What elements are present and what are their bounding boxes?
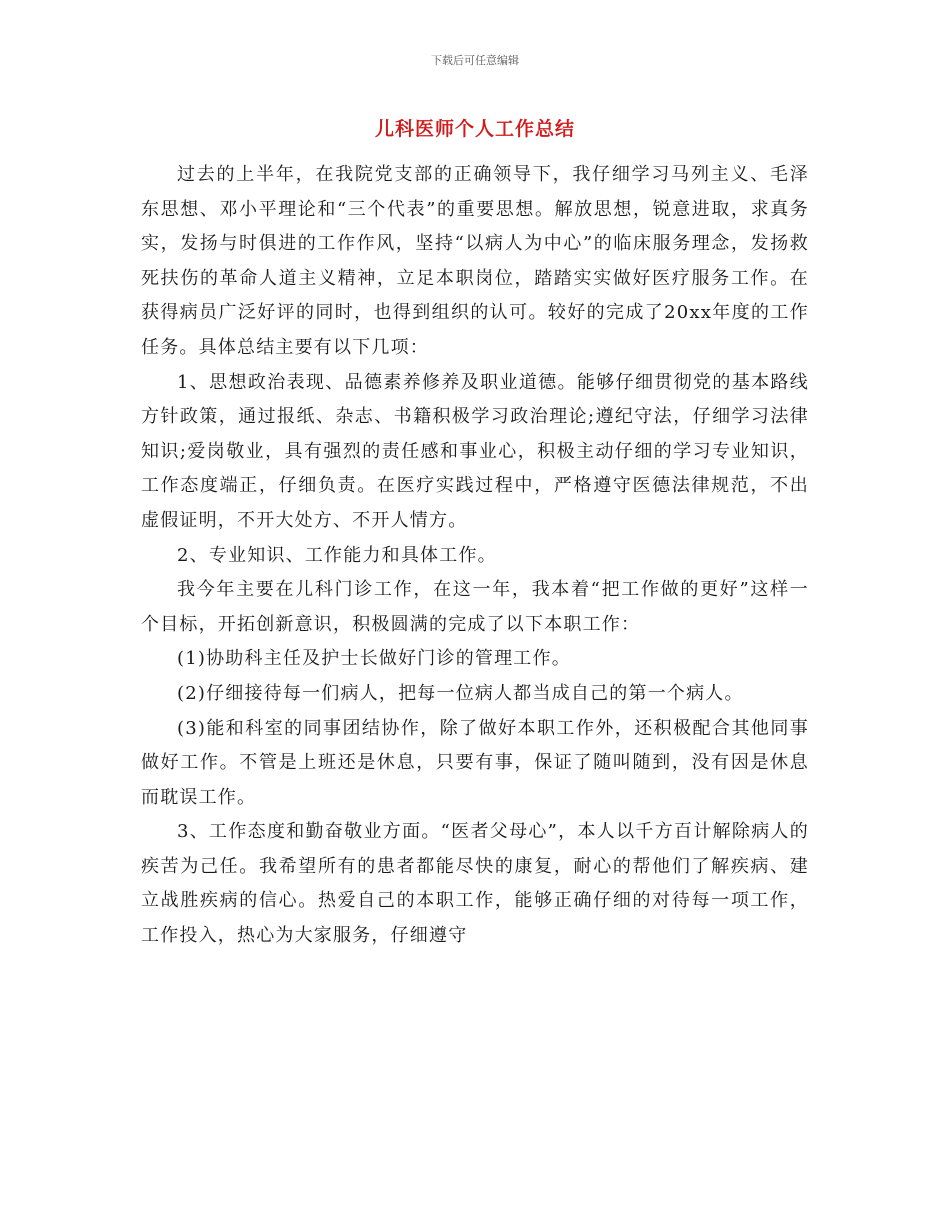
header-note: 下载后可任意编辑	[431, 54, 519, 67]
paragraph-section-3: 3、工作态度和勤奋敬业方面。“医者父母心”，本人以千方百计解除病人的疾苦为己任。我希望所有的患者都能尽快的康复，耐心的帮他们了解疾病、建立战胜疾病的信心。热爱自己的本职工作，能够正确仔细的对待每一项工作，工作投入，热心为大家服务，仔细遵守	[141, 821, 809, 947]
paragraph-section-1: 1、思想政治表现、品德素养修养及职业道德。能够仔细贯彻党的基本路线方针政策，通过报纸、杂志、书籍积极学习政治理论;遵纪守法，仔细学习法律知识;爱岗敬业，具有强烈的责任感和事业心，积极主动仔细的学习专业知识，工作态度端正，仔细负责。在医疗实践过程中，严格遵守医德法律规范，不出虚假证明，不开大处方、不开人情方。	[141, 371, 809, 531]
document-title: 儿科医师个人工作总结	[374, 118, 575, 140]
document-body	[141, 158, 809, 954]
paragraph-item-2: (2)仔细接待每一们病人，把每一位病人都当成自己的第一个病人。	[177, 682, 744, 704]
paragraph-section-2-heading: 2、专业知识、工作能力和具体工作。	[177, 544, 497, 566]
paragraph-intro: 过去的上半年，在我院党支部的正确领导下，我仔细学习马列主义、毛泽东思想、邓小平理论和“三个代表”的重要思想。解放思想，锐意进取，求真务实，发扬与时俱进的工作作风，坚持“以病人为中心”的临床服务理念，发扬救死扶伤的革命人道主义精神，立足本职岗位，踏踏实实做好医疗服务工作。在获得病员广泛好评的同时，也得到组织的认可。较好的完成了20xx年度的工作任务。具体总结主要有以下几项：	[141, 164, 809, 358]
paragraph-item-3: (3)能和科室的同事团结协作，除了做好本职工作外，还积极配合其他同事做好工作。不管是上班还是休息，只要有事，保证了随叫随到，没有因是休息而耽误工作。	[141, 717, 809, 808]
paragraph-section-2-body: 我今年主要在儿科门诊工作，在这一年，我本着“把工作做的更好”这样一个目标，开拓创新意识，积极圆满的完成了以下本职工作：	[141, 579, 809, 635]
paragraph-item-1: (1)协助科主任及护士长做好门诊的管理工作。	[177, 648, 571, 670]
